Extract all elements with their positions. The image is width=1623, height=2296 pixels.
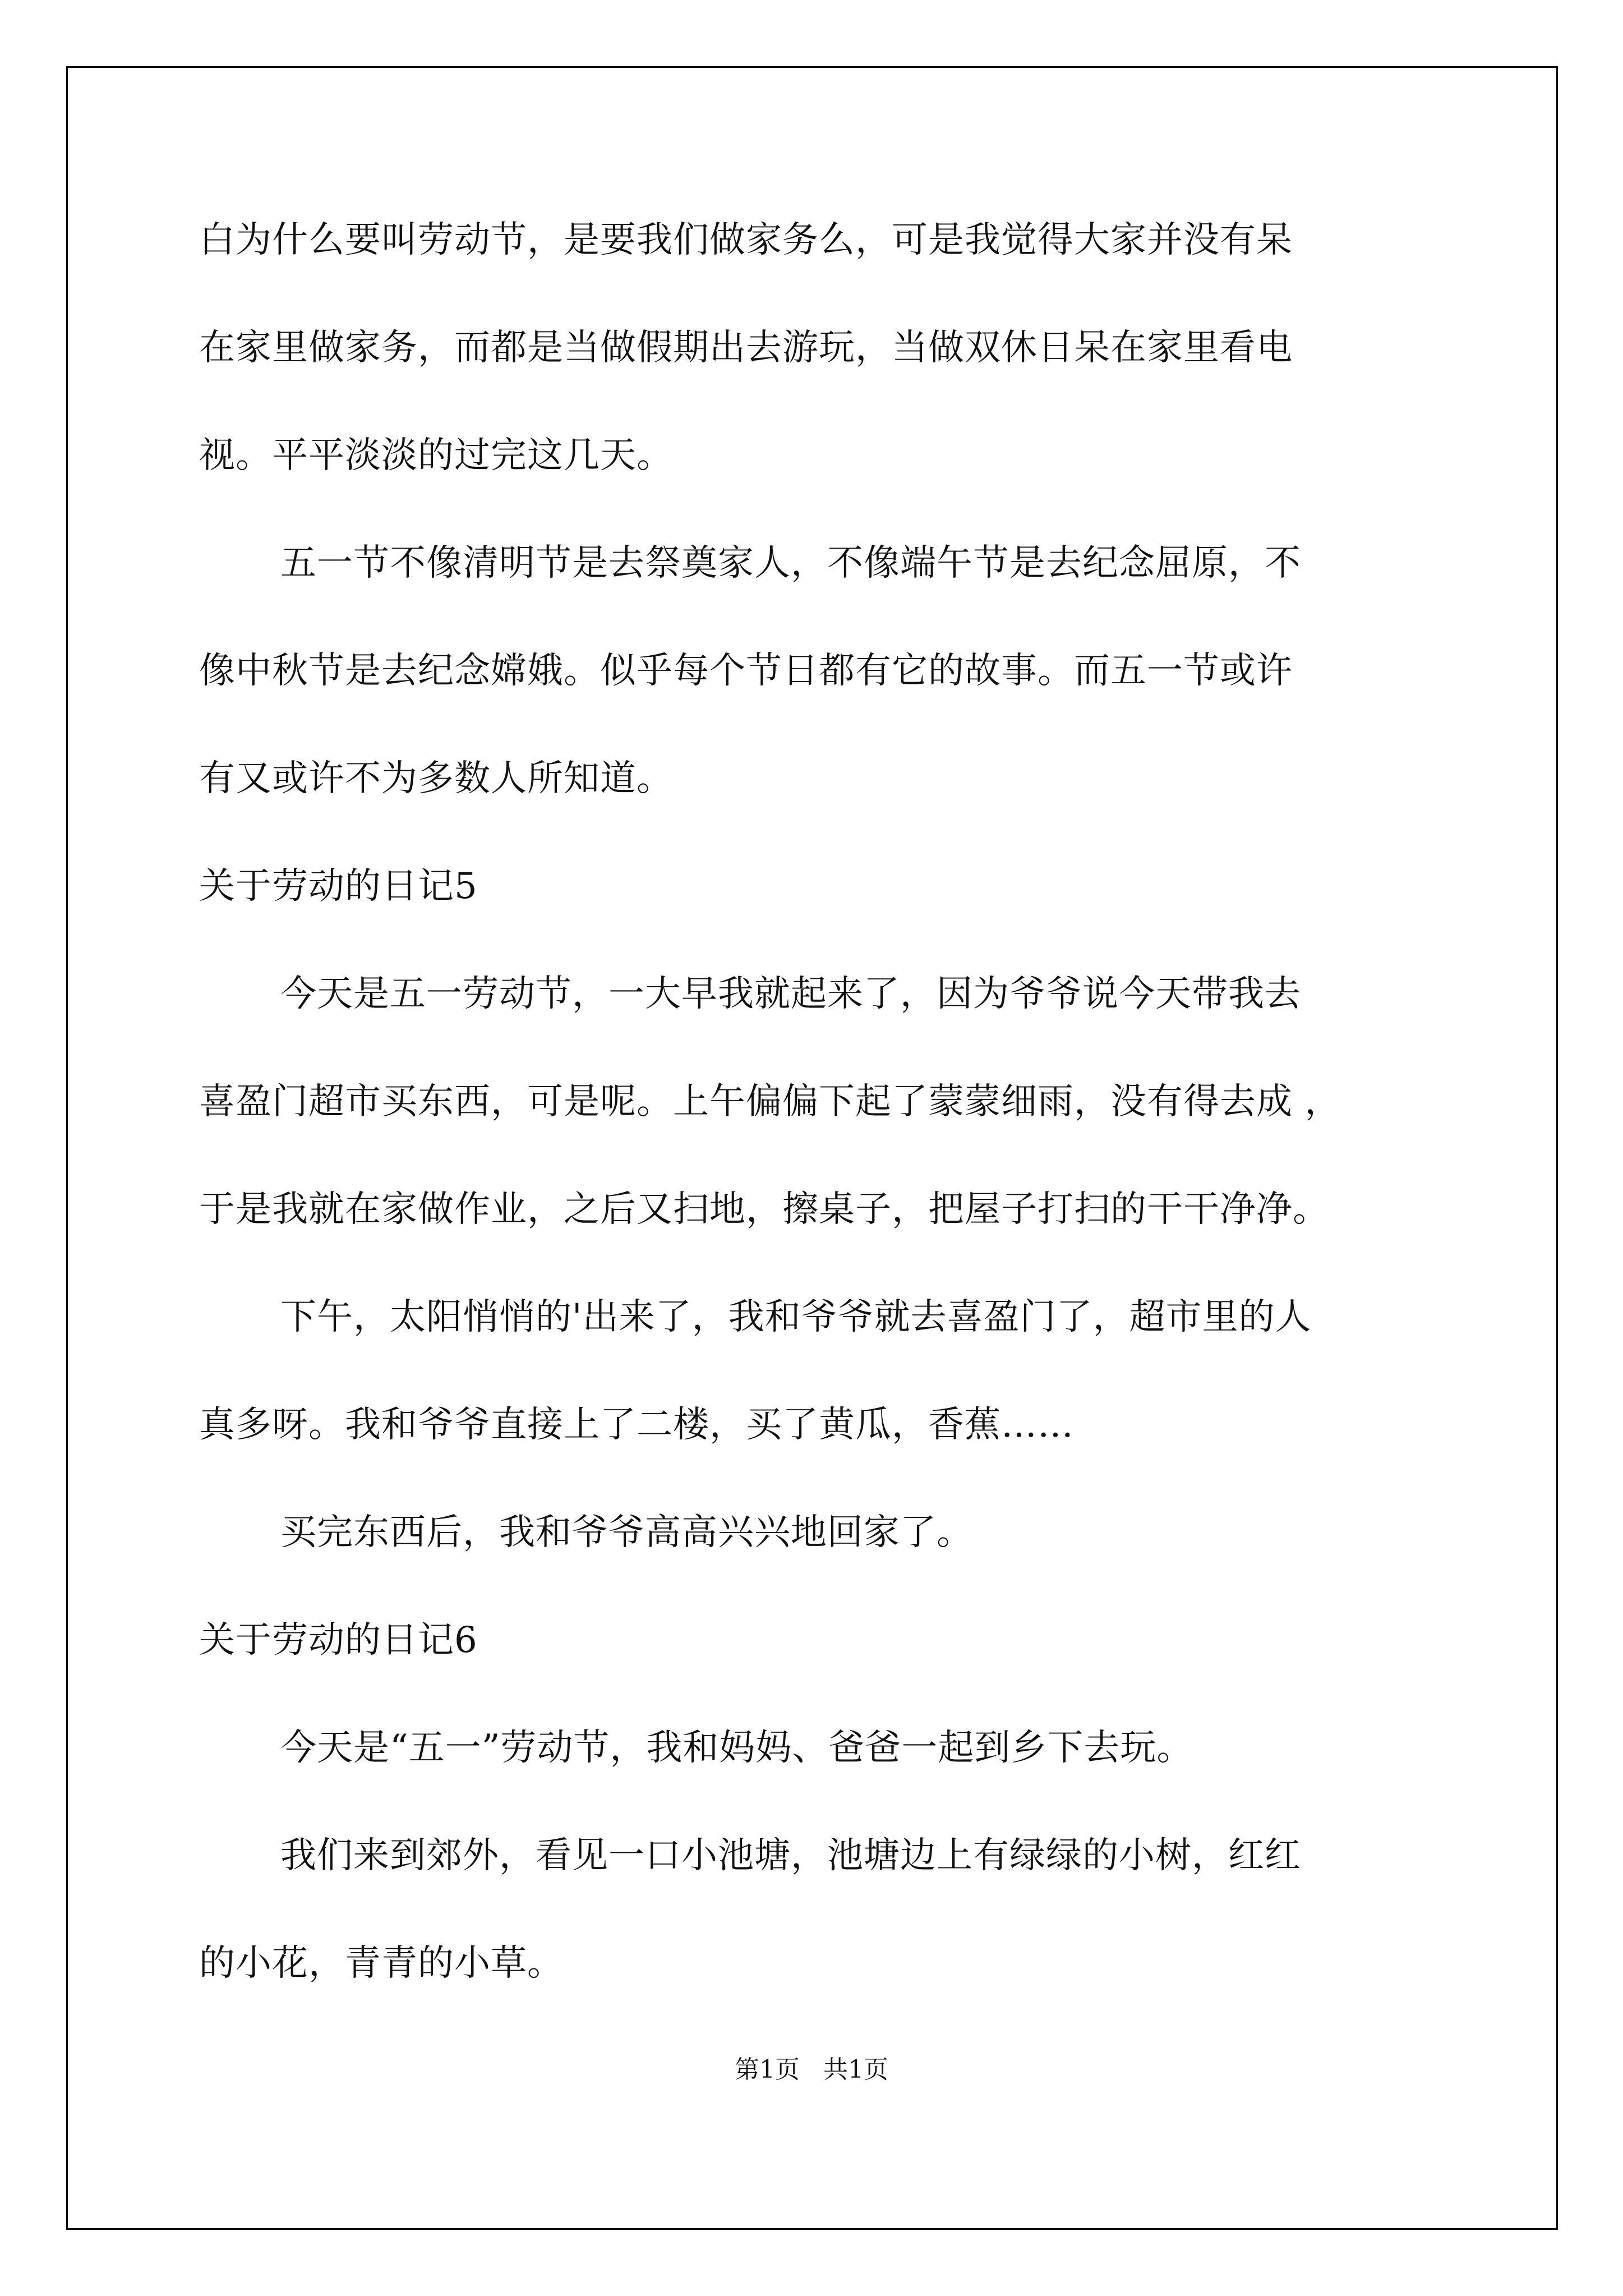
section-heading: 关于劳动的日记6 bbox=[199, 1619, 478, 1661]
paragraph-line: 于是我就在家做作业，之后又扫地，擦桌子，把屋子打扫的干干净净。 bbox=[199, 1189, 1329, 1230]
paragraph-first-line: 买完东西后，我和爷爷高高兴兴地回家了。 bbox=[280, 1512, 973, 1553]
paragraph-first-line: 今天是五一劳动节，一大早我就起来了，因为爷爷说今天带我去 bbox=[280, 973, 1301, 1015]
paragraph-first-line: 五一节不像清明节是去祭奠家人，不像端午节是去纪念屈原，不 bbox=[280, 542, 1301, 584]
paragraph-first-line: 下午，太阳悄悄的'出来了，我和爷爷就去喜盈门了，超市里的人 bbox=[280, 1296, 1312, 1338]
document-body bbox=[199, 213, 1433, 2044]
paragraph-first-line: 今天是“五一”劳动节，我和妈妈、爸爸一起到乡下去玩。 bbox=[280, 1727, 1193, 1769]
paragraph-line: 真多呀。我和爷爷直接上了二楼，买了黄瓜，香蕉…… bbox=[199, 1404, 1074, 1446]
paragraph-line: 视。平平淡淡的过完这几天。 bbox=[199, 435, 673, 476]
paragraph-first-line: 我们来到郊外，看见一口小池塘，池塘边上有绿绿的小树，红红 bbox=[280, 1835, 1301, 1876]
paragraph-line: 的小花，青青的小草。 bbox=[199, 1943, 564, 1984]
paragraph-line: 像中秋节是去纪念嫦娥。似乎每个节日都有它的故事。而五一节或许 bbox=[199, 650, 1293, 692]
paragraph-line: 喜盈门超市买东西，可是呢。上午偏偏下起了蒙蒙细雨，没有得去成 ， bbox=[199, 1081, 1341, 1122]
page-total: 共1页 bbox=[823, 2055, 888, 2084]
paragraph-line: 白为什么要叫劳动节，是要我们做家务么，可是我觉得大家并没有呆 bbox=[199, 219, 1293, 261]
page-number: 第1页 bbox=[735, 2055, 800, 2084]
page-footer bbox=[0, 2053, 1623, 2087]
paragraph-line: 有又或许不为多数人所知道。 bbox=[199, 758, 673, 799]
section-heading: 关于劳动的日记5 bbox=[199, 866, 478, 907]
paragraph-line: 在家里做家务，而都是当做假期出去游玩，当做双休日呆在家里看电 bbox=[199, 327, 1293, 369]
